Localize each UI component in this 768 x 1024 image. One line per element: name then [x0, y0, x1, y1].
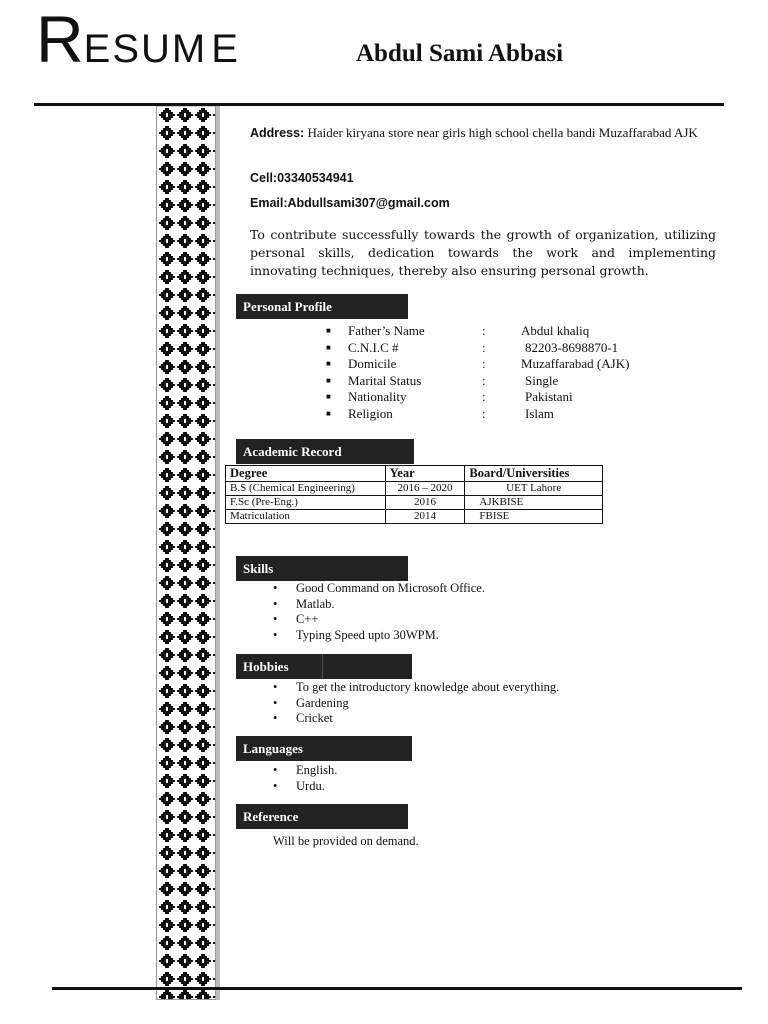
header-degree: Degree [226, 466, 386, 482]
resume-heading [36, 2, 240, 76]
section-title-hobbies: Hobbies [243, 659, 289, 674]
board-cell: UET Lahore [465, 482, 603, 496]
resume-heading-initial: R [36, 2, 84, 76]
profile-separator: : [482, 405, 486, 421]
list-item-text: To get the introductory knowledge about everything. [296, 680, 560, 694]
profile-key: Nationality [348, 389, 407, 404]
bullet-icon: • [273, 596, 278, 611]
cell-number: Cell:03340534941 [250, 171, 354, 185]
section-title-languages: Languages [243, 741, 303, 756]
degree-cell: F.Sc (Pre-Eng.) [226, 496, 386, 510]
year-cell: 2016 [385, 496, 465, 510]
degree-cell: B.S (Chemical Engineering) [226, 482, 386, 496]
profile-key: Marital Status [348, 372, 422, 388]
profile-value: Muzaffarabad (AJK) [521, 356, 630, 371]
bullet-icon: • [273, 695, 278, 710]
list-item [273, 581, 485, 597]
header-board: Board/Universities [465, 466, 603, 482]
email-line [250, 194, 716, 212]
academic-table-header [226, 466, 603, 482]
list-item-text: Matlab. [296, 596, 335, 611]
address-value: Haider kiryana store near girls high school chella bandi Muzaffarabad AJK [307, 125, 698, 140]
degree-cell: Matriculation [226, 510, 386, 524]
resume-heading-rest: ESUM [83, 27, 208, 71]
table-row [226, 482, 603, 496]
list-item-text: Typing Speed upto 30WPM. [296, 627, 439, 642]
profile-value: 82203-8698870-1 [525, 339, 619, 355]
profile-key: Religion [348, 405, 393, 421]
list-item [273, 696, 559, 712]
table-row [226, 510, 603, 524]
board-cell: FBISE [465, 510, 603, 524]
section-header-academic-record [236, 439, 414, 464]
profile-value: Pakistani [525, 389, 573, 404]
square-bullet-icon: ■ [326, 408, 331, 418]
square-bullet-icon: ■ [326, 392, 331, 401]
table-row [226, 496, 603, 510]
profile-key: Domicile [348, 356, 397, 371]
list-item-text: Good Command on Microsoft Office. [296, 581, 485, 595]
profile-separator: : [482, 323, 486, 338]
profile-key: C.N.I.C # [348, 339, 399, 355]
list-item-text: C++ [296, 612, 319, 626]
cell-line [250, 169, 716, 187]
bullet-icon: • [273, 581, 278, 595]
footer-rule [52, 987, 742, 990]
list-item [273, 711, 559, 727]
section-title-skills: Skills [243, 561, 274, 576]
bullet-icon: • [273, 612, 278, 626]
profile-separator: : [482, 389, 486, 404]
address-line [250, 124, 716, 142]
bullet-icon: • [273, 711, 278, 725]
bullet-icon: • [273, 680, 278, 694]
section-header-hobbies [236, 654, 412, 679]
square-bullet-icon: ■ [326, 342, 331, 352]
year-cell: 2014 [385, 510, 465, 524]
list-item-text: Cricket [296, 711, 333, 725]
profile-key: Father’s Name [348, 323, 425, 338]
profile-separator: : [482, 339, 486, 355]
section-title-academic-record: Academic Record [243, 444, 342, 459]
section-title-reference: Reference [243, 809, 299, 824]
list-item [273, 680, 559, 696]
bullet-icon: • [273, 627, 278, 642]
header-year: Year [385, 466, 465, 482]
hobbies-list [273, 680, 559, 727]
header-rule [34, 103, 724, 106]
section-header-skills [236, 556, 408, 581]
decorative-pattern-strip [156, 106, 216, 1000]
list-item-text: Urdu. [296, 778, 325, 793]
bullet-icon: • [273, 763, 278, 777]
skills-list [273, 581, 485, 643]
bullet-icon: • [273, 778, 278, 793]
list-item [273, 779, 337, 795]
square-bullet-icon: ■ [326, 359, 331, 368]
list-item [273, 612, 485, 628]
section-header-reference [236, 804, 408, 829]
reference-text: Will be provided on demand. [273, 834, 419, 848]
section-title-personal-profile: Personal Profile [243, 299, 332, 314]
section-header-personal-profile [236, 294, 408, 319]
address-label: Address: [250, 126, 305, 140]
profile-value: Islam [525, 405, 554, 421]
square-bullet-icon: ■ [326, 326, 331, 335]
list-item [273, 628, 485, 644]
year-cell: 2016 – 2020 [385, 482, 465, 496]
profile-separator: : [482, 356, 486, 371]
academic-table [225, 465, 603, 524]
header-tab-divider [322, 654, 323, 679]
profile-separator: : [482, 372, 486, 388]
board-cell: AJKBISE [465, 496, 603, 510]
candidate-name: Abdul Sami Abbasi [356, 40, 564, 67]
profile-value: Single [525, 372, 559, 388]
section-header-languages [236, 736, 412, 761]
list-item-text: Gardening [296, 695, 349, 710]
square-bullet-icon: ■ [326, 375, 331, 385]
list-item-text: English. [296, 763, 338, 777]
languages-list [273, 763, 337, 794]
resume-heading-last: E [211, 27, 240, 71]
list-item [273, 763, 337, 779]
career-objective: To contribute successfully towards the growth of organization, utilizing personal skills, dedication towards the work and implementing innovating techniques, thereby also ensuring personal growth. [250, 227, 716, 278]
list-item [273, 597, 485, 613]
pattern-strip-shadow [216, 106, 220, 1000]
profile-value: Abdul khaliq [521, 323, 590, 338]
email-address: Email:Abdullsami307@gmail.com [250, 196, 450, 210]
